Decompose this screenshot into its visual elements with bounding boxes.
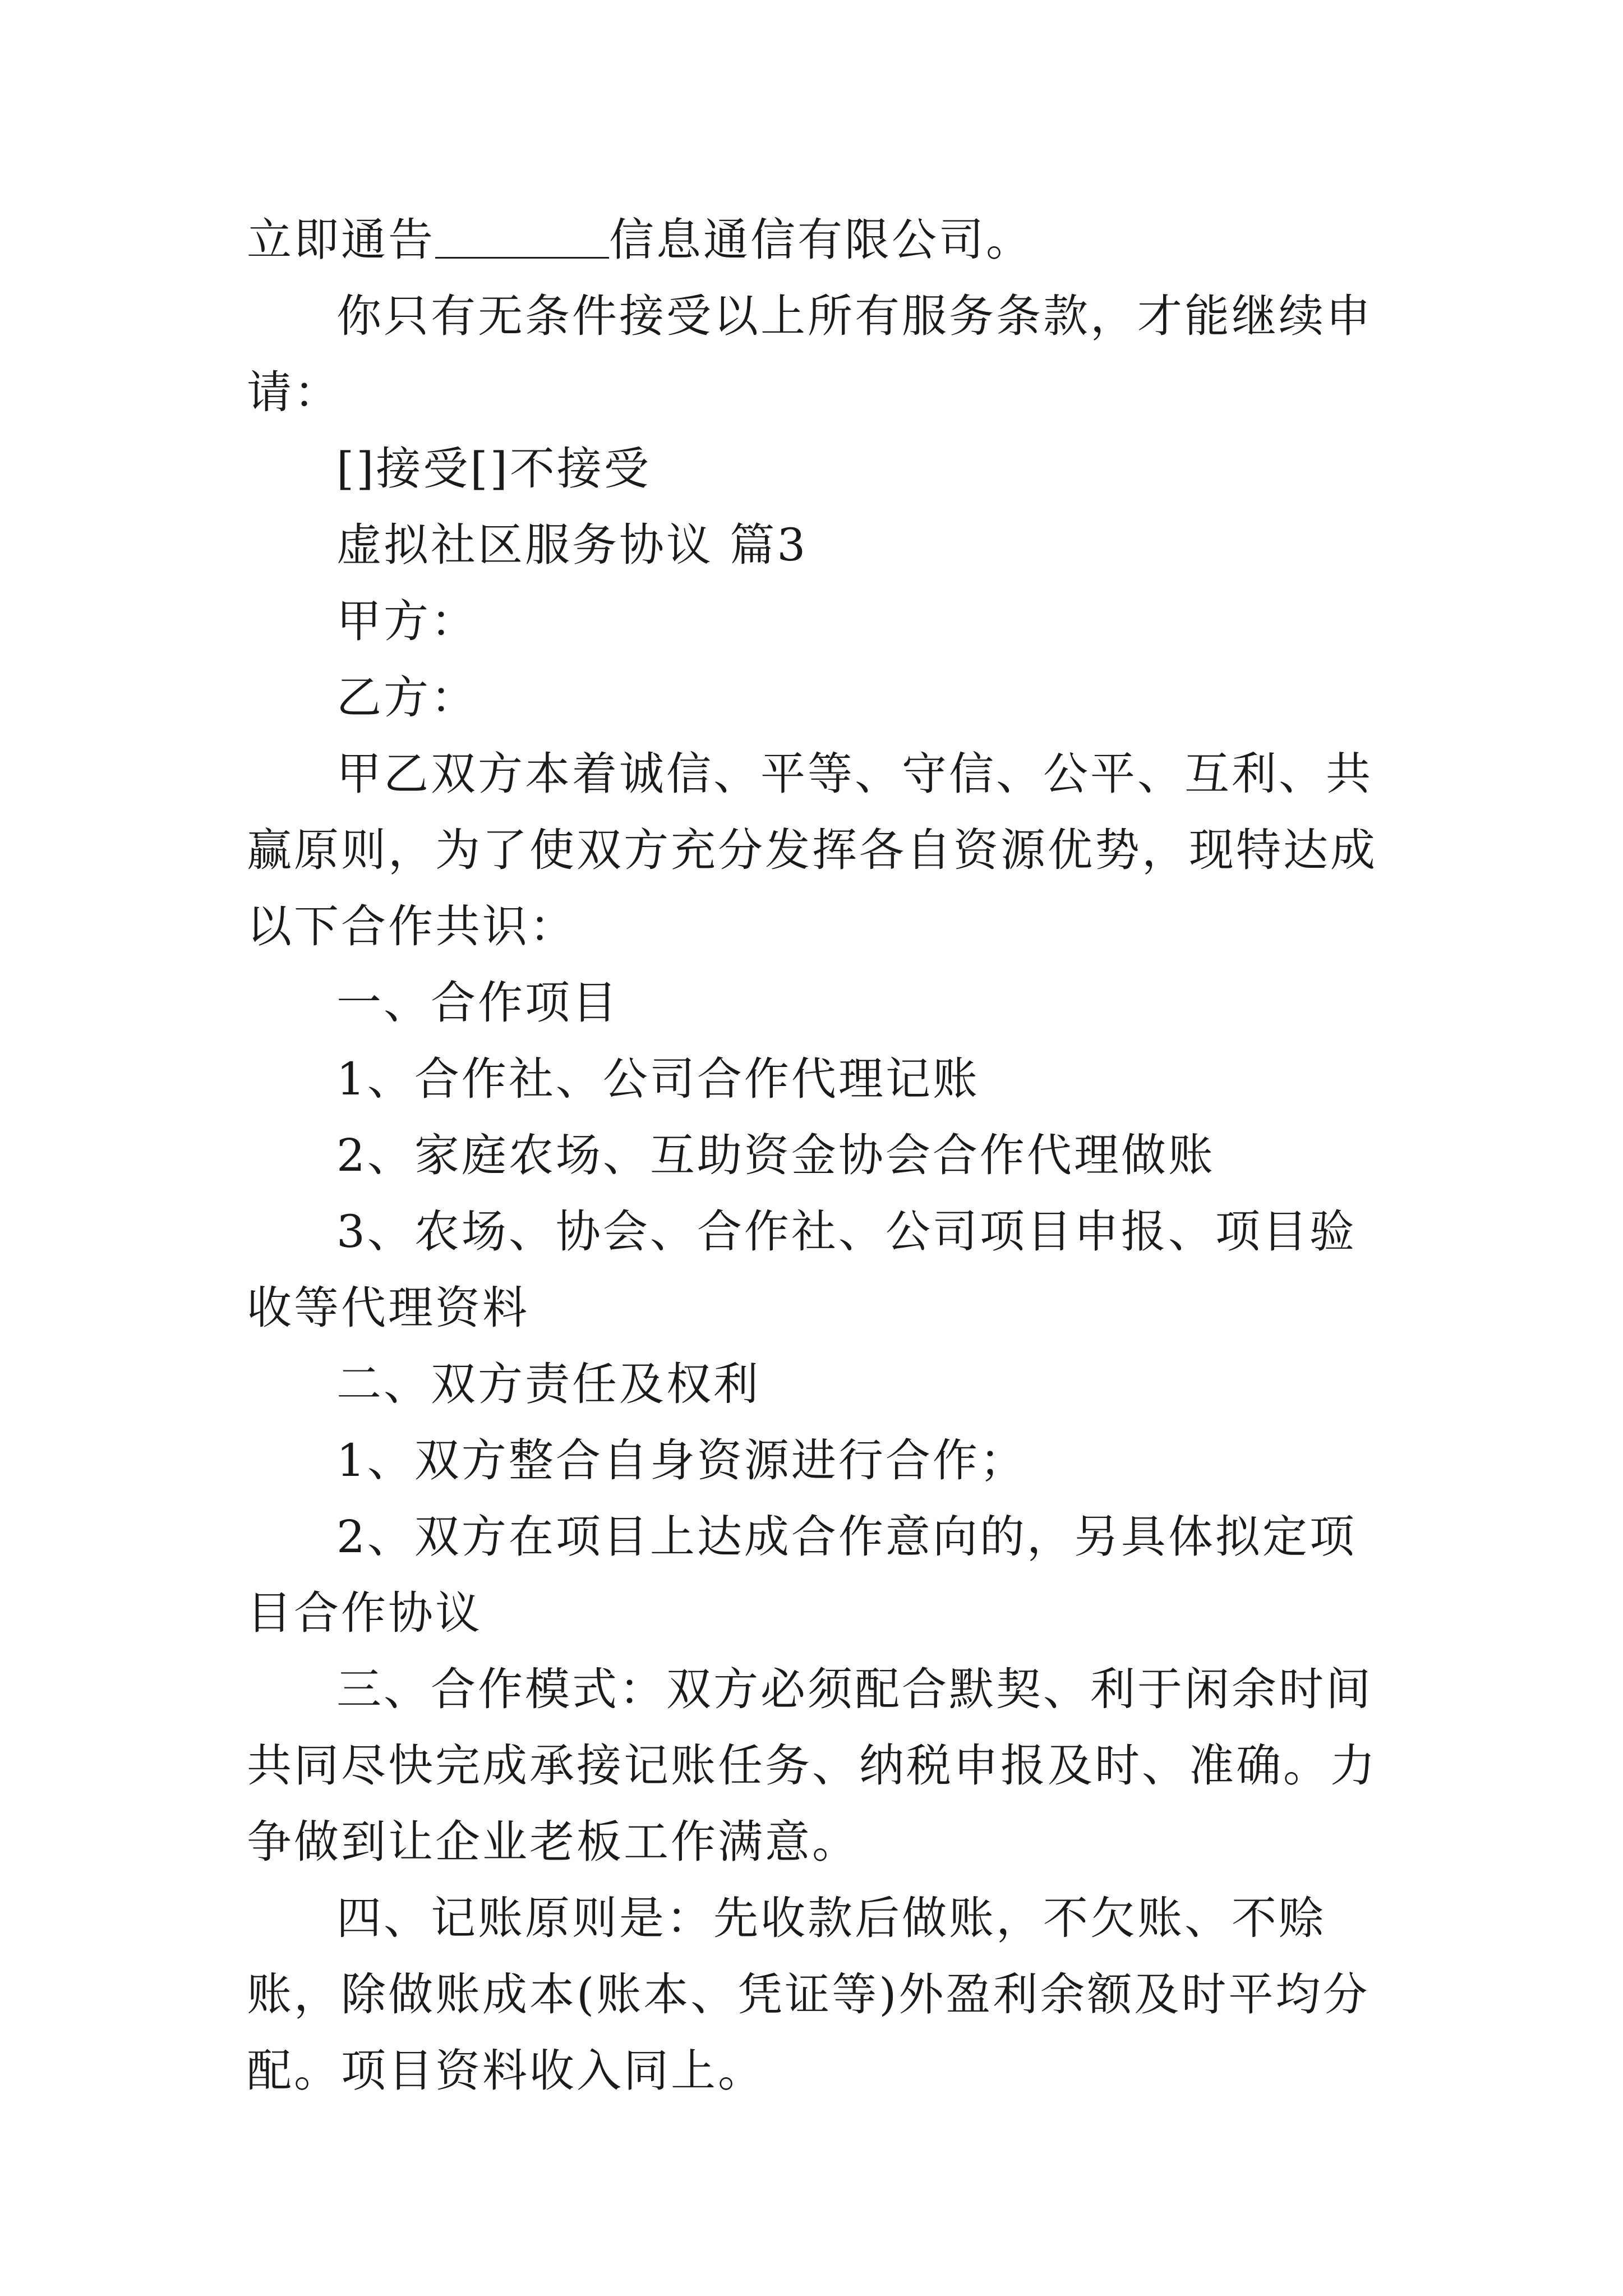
cooperation-mode-paragraph: 三、合作模式：双方必须配合默契、利于闲余时间共同尽快完成承接记账任务、纳税申报及时、准确。力争做到让企业老板工作满意。 <box>247 1663 1377 1868</box>
party-a-label: 甲方： <box>336 595 478 647</box>
item-3: 3、农场、协会、合作社、公司项目申报、项目验收等代理资料 <box>247 1205 1357 1334</box>
heading-responsibilities: 二、双方责任及权利 <box>336 1358 760 1410</box>
principles-paragraph: 甲乙双方本着诚信、平等、守信、公平、互利、共赢原则，为了使双方充分发挥各自资源优势，现特达成以下合作共识： <box>247 748 1377 953</box>
document-body <box>247 202 1396 2109</box>
responsibility-1: 1、双方整合自身资源进行合作； <box>336 1434 1027 1487</box>
terms-acceptance-paragraph: 你只有无条件接受以上所有服务条款，才能继续申请： <box>247 290 1373 418</box>
company-suffix: 信息通信有限公司。 <box>609 214 1033 266</box>
notice-text: 立即通告 <box>247 214 435 266</box>
company-name-blank <box>435 212 609 259</box>
bookkeeping-principles-paragraph: 四、记账原则是：先收款后做账，不欠账、不赊账，除做账成本(账本、凭证等)外盈利余额及时平均分配。项目资料收入同上。 <box>247 1892 1370 2097</box>
heading-cooperation-items: 一、合作项目 <box>336 977 619 1029</box>
notice-line <box>247 202 1396 278</box>
item-1: 1、合作社、公司合作代理记账 <box>336 1053 980 1105</box>
party-b-label: 乙方： <box>336 671 478 724</box>
accept-options: []接受[]不接受 <box>336 443 651 495</box>
section-title: 虚拟社区服务协议 篇3 <box>336 519 808 571</box>
item-2: 2、家庭农场、互助资金协会合作代理做账 <box>336 1129 1215 1181</box>
responsibility-2: 2、双方在项目上达成合作意向的，另具体拟定项目合作协议 <box>247 1511 1357 1639</box>
